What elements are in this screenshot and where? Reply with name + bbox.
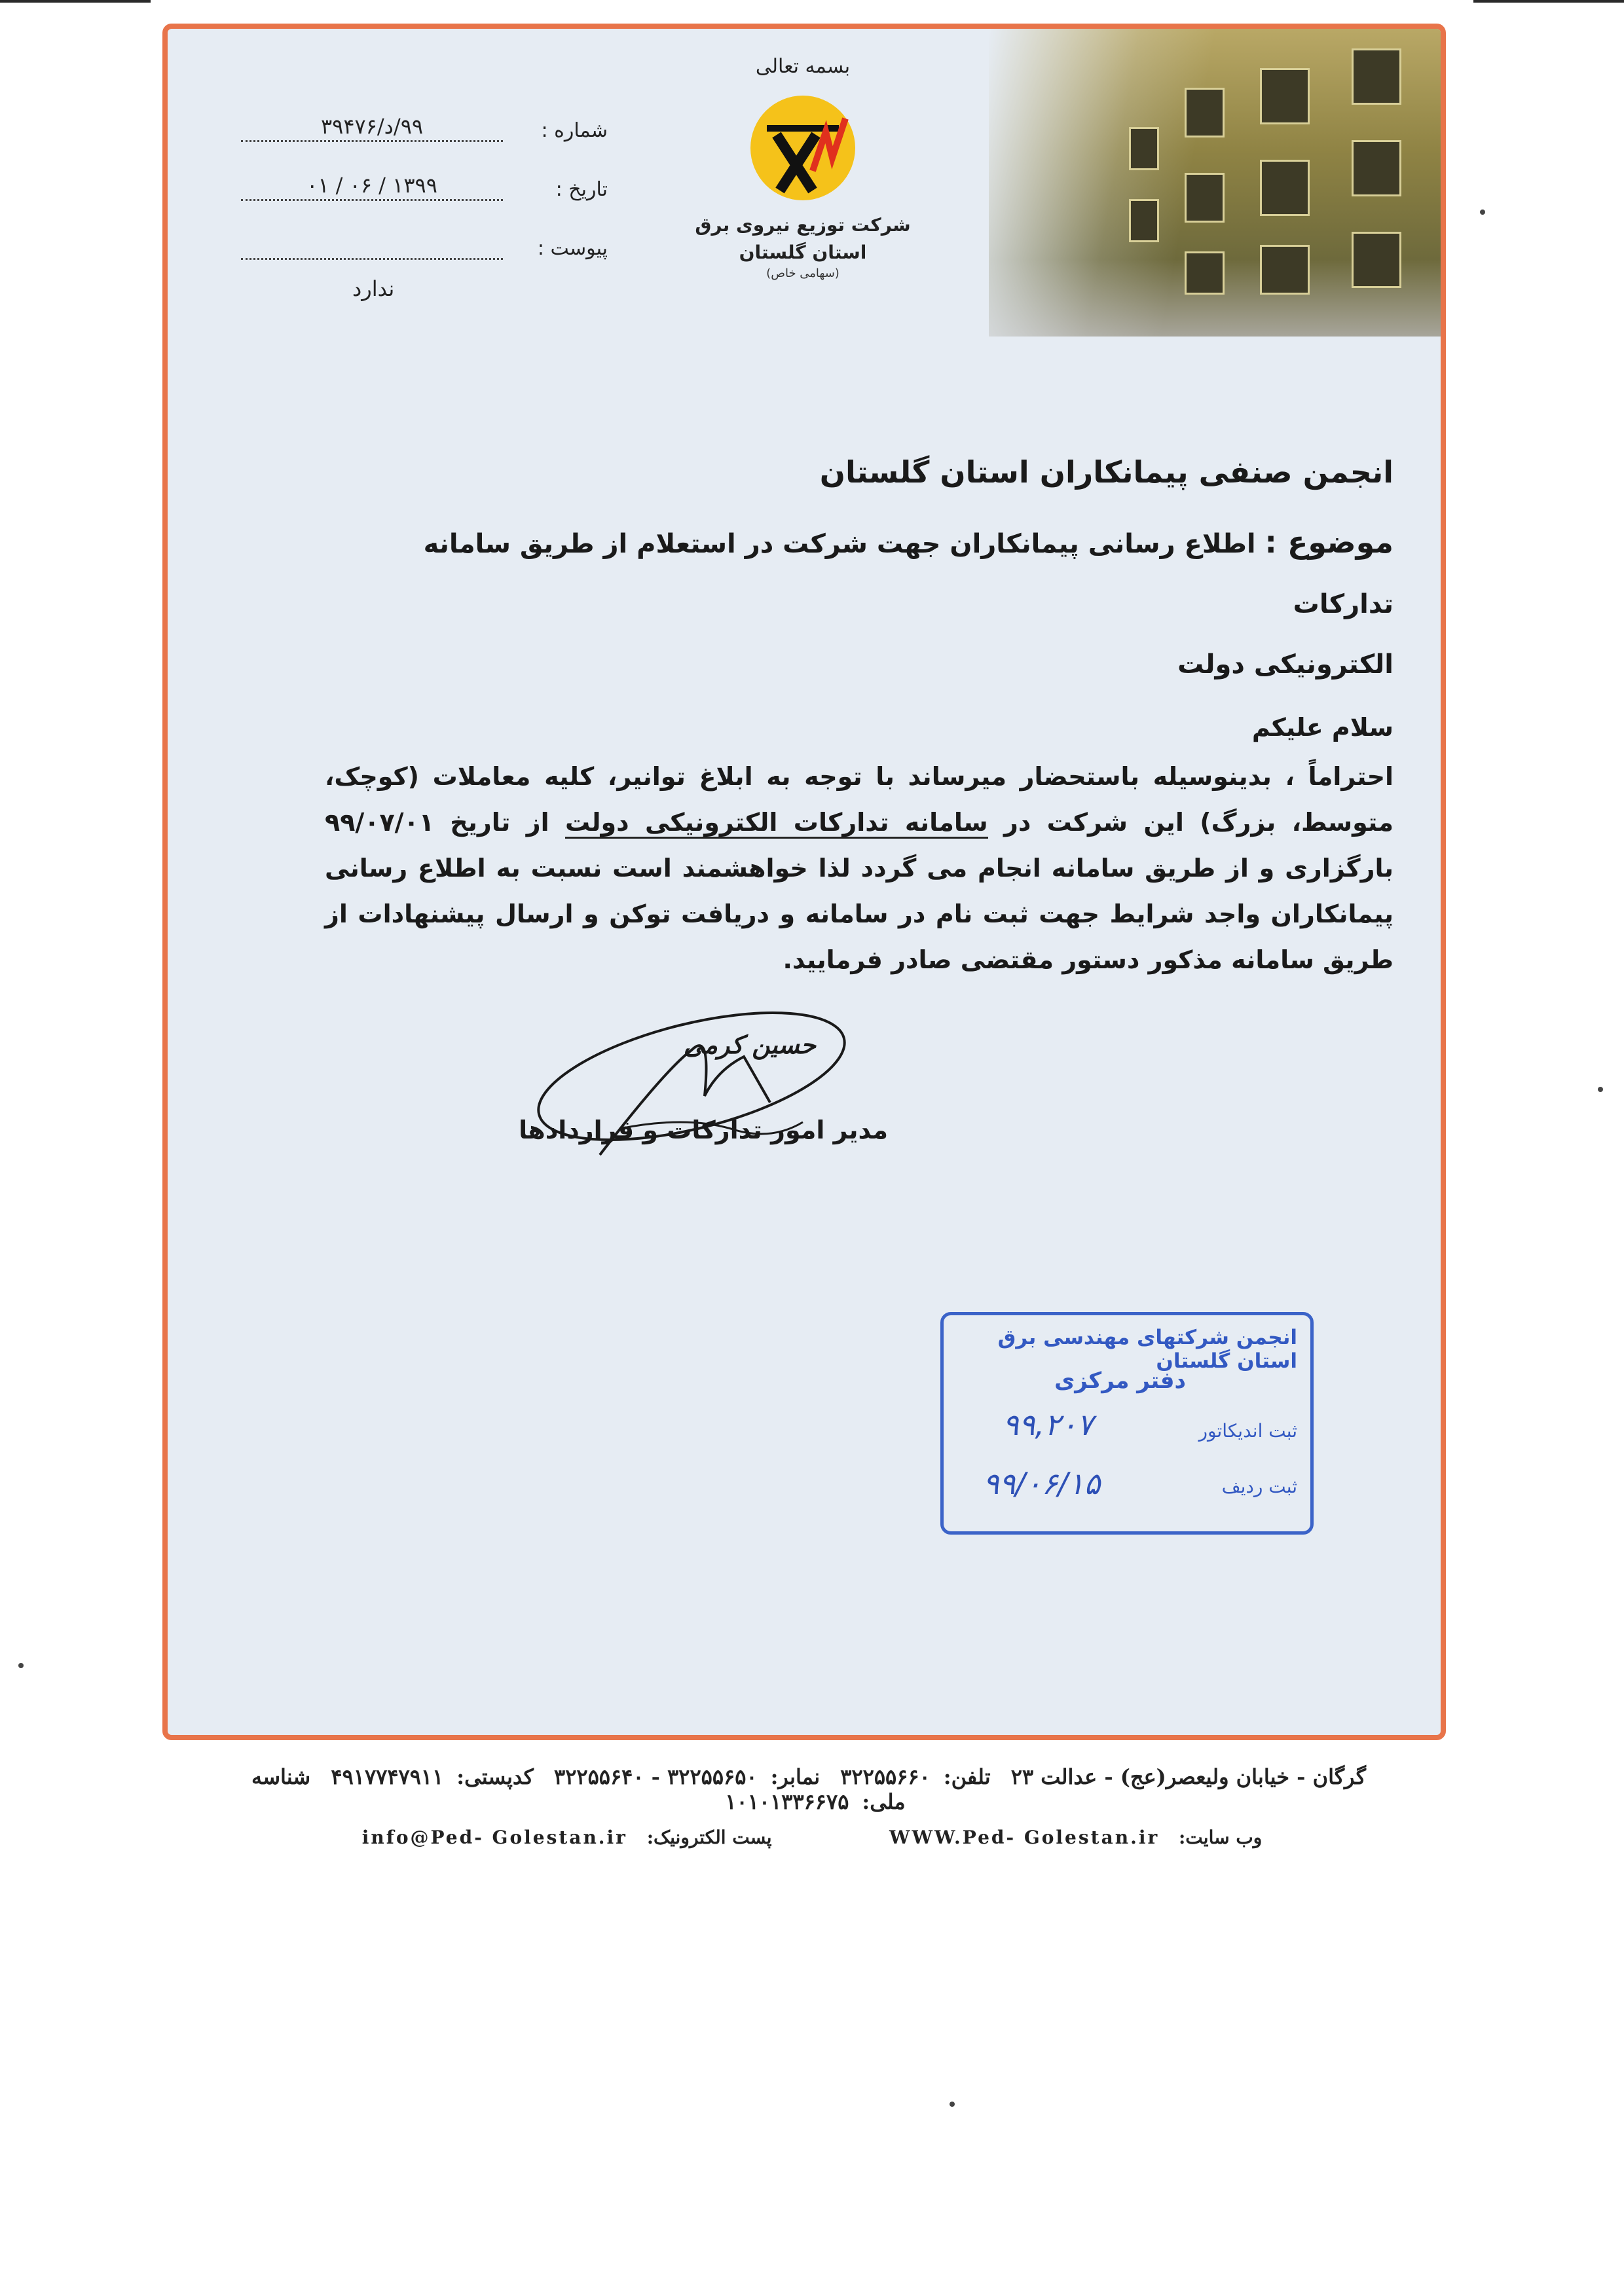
date-label: تاریخ : [555,178,608,201]
power-tower-lightning-logo-icon [741,92,865,204]
footer-national-id: ۱۰۱۰۱۳۳۶۶۷۵ [725,1789,849,1814]
footer-website-label: وب سایت: [1178,1827,1263,1848]
stamp-title: انجمن شرکتهای مهندسی برق استان گلستان [997,1326,1297,1373]
subject-line1: اطلاع رسانی پیمانکاران جهت شرکت در استعلام از طریق سامانه تدارکات [423,529,1393,619]
footer-phone: ۳۲۲۵۵۶۶۰ [840,1764,931,1789]
footer-web-line [157,1827,1467,1848]
signer-title: مدیر امور تدارکات و قراردادها [519,1116,888,1144]
stamp-subtitle: دفتر مرکزی [1054,1368,1186,1394]
number-row [241,100,608,158]
footer-fax: ۳۲۲۵۵۶۵۰ - ۳۲۲۵۵۶۴۰ [554,1764,758,1789]
company-logo-block [665,55,940,280]
greeting: سلام علیکم [1251,713,1393,742]
footer-website[interactable]: WWW.Ped- Golestan.ir [889,1827,1160,1848]
letterhead-frame [162,24,1446,1740]
footer-postcode: ۴۹۱۷۷۴۷۹۱۱ [331,1764,444,1789]
company-name-line2: استان گلستان [739,242,867,263]
scan-speck [18,1663,24,1668]
footer-contact-line [157,1764,1467,1814]
attachment-label: پیوست : [537,237,608,260]
footer-email[interactable]: info@Ped- Golestan.ir [361,1827,627,1848]
stamp-indicator-value: ۹۹,۲۰۷ [1003,1407,1094,1442]
scan-edge-mark-left [0,0,151,3]
recipient: انجمن صنفی پیمانکاران استان گلستان [819,454,1393,490]
letter-meta [241,100,608,335]
footer-postcode-label: کدپستی: [456,1764,534,1789]
date-row [241,158,608,217]
attachment-value: ندارد [352,276,395,301]
letter-body [325,454,1393,983]
body-paragraph [325,754,1393,983]
footer-address: گرگان - خیابان ولیعصر(عج) - عدالت ۲۳ [1010,1764,1366,1789]
signer-name: حسین کرمی [683,1030,816,1059]
number-label: شماره : [541,119,608,142]
attachment-line [241,232,503,260]
registration-stamp [940,1312,1314,1535]
footer-fax-label: نمابر: [770,1764,821,1789]
body-part1: احتراماً ، بدینوسیله باستحضار میرساند با توجه به ابلاغ توانیر، کلیه معاملات (کوچک، متوسط، بزرگ) این شرکت در [325,762,1393,837]
handwritten-signature [495,991,888,1207]
scan-speck [1598,1087,1603,1092]
scan-edge-mark-right [1473,0,1624,3]
number-value: ۹۹/د/۳۹۴۷۶ [241,114,503,142]
basmala: بسمه تعالی [755,55,851,78]
attachment-value-row [241,276,608,335]
attachment-row [241,217,608,276]
subject-line2: الکترونیکی دولت [1177,649,1393,680]
stamp-row-label: ثبت ردیف [1221,1476,1297,1497]
date-value: ۱۳۹۹ / ۰۶ / ۰۱ [241,173,503,201]
stamp-row-value: ۹۹/۰۶/۱۵ [983,1466,1101,1501]
footer-email-label: پست الکترونیک: [646,1827,772,1848]
body-underlined: سامانه تدارکات الکترونیکی دولت [565,808,988,839]
building-photo [989,29,1441,337]
scan-speck [950,2102,955,2107]
scan-speck [1480,210,1485,215]
subject-label: موضوع : [1264,524,1393,560]
footer-national-id-label: شناسه ملی: [251,1764,906,1814]
company-type: (سهامی خاص) [766,266,840,280]
footer-phone-label: تلفن: [943,1764,991,1789]
subject [325,512,1393,695]
body-part2: از تاریخ ۹۹/۰۷/۰۱ بارگزاری و از طریق سامانه انجام می گردد لذا خواهشمند است نسبت به اطلاع رسانی پیمانکاران واجد شرایط جهت ثبت نام در سامانه و دریافت توکن و ارسال پیشنهادات از طریق سامانه مذکور دستور مقتضی صادر فرمایید. [325,808,1393,974]
company-name-line1: شرکت توزیع نیروی برق [695,214,911,236]
signature-block [495,991,888,1207]
stamp-indicator-label: ثبت اندیکاتور [1198,1420,1297,1442]
